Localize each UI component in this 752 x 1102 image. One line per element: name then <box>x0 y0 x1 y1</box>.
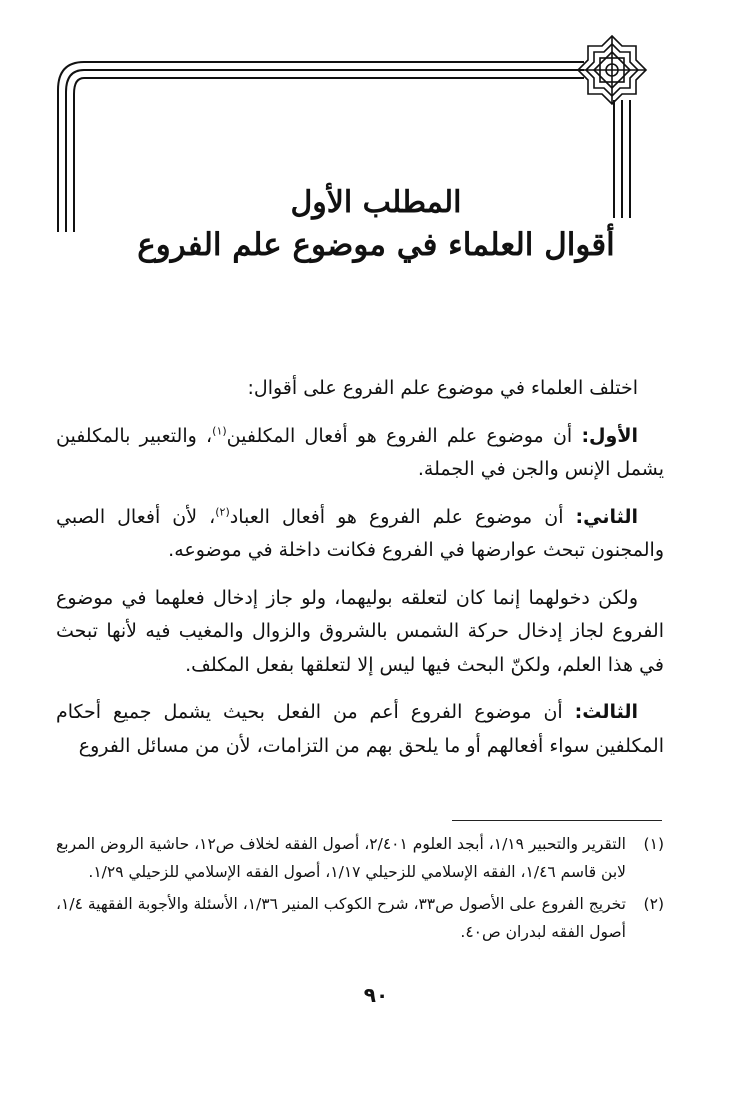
heading-frame <box>0 0 752 320</box>
third-opinion-text: أن موضوع الفروع أعم من الفعل بحيث يشمل جميع أحكام المكلفين سواء أفعالهم أو ما يلحق بهم من التزامات، لأن من مسائل الفروع <box>56 701 664 757</box>
second-opinion-lead: الثاني: <box>575 505 638 528</box>
footnote-text: تخريج الفروع على الأصول ص٣٣، شرح الكوكب المنير ١/٣٦، الأسئلة والأجوبة الفقهية ١/٤، أصول الفقه لبدران ص٤٠. <box>56 895 626 941</box>
footnote-2 <box>56 890 664 946</box>
second-opinion-rest: ، لأن أفعال الصبي والمجنون تبحث عوارضها في الفروع فكانت داخلة في موضوعه. <box>56 505 664 561</box>
footnote-number: (٢) <box>643 895 664 913</box>
first-opinion-lead: الأول: <box>581 424 638 447</box>
page-number: ٩٠ <box>363 983 389 1007</box>
paragraph-first-opinion <box>56 420 664 487</box>
first-opinion-text: أن موضوع علم الفروع هو أفعال المكلفين <box>226 424 582 447</box>
third-opinion-lead: الثالث: <box>574 701 638 723</box>
footnote-ref-1[interactable]: (١) <box>212 424 227 438</box>
footnote-number: (١) <box>643 835 664 853</box>
section-subtitle: أقوال العلماء في موضوع علم الفروع <box>137 227 615 263</box>
paragraph-third-opinion <box>56 696 664 763</box>
second-opinion-text: أن موضوع علم الفروع هو أفعال العباد <box>229 505 576 528</box>
star-ornament-icon <box>578 36 646 104</box>
footnote-text: التقرير والتحبير ١/١٩، أبجد العلوم ٢/٤٠١، أصول الفقه لخلاف ص١٢، حاشية الروض المربع لابن قاسم ١/٤٦، الفقه الإسلامي للزحيلي ١/١٧، أصول الفقه الإسلامي للزحيلي ١/٢٩. <box>56 835 626 881</box>
main-text <box>56 372 664 763</box>
section-title: المطلب الأول <box>290 185 462 220</box>
footnote-ref-2[interactable]: (٢) <box>215 505 230 519</box>
footnote-divider <box>452 820 662 821</box>
footnotes <box>56 830 664 946</box>
paragraph-objection: ولكن دخولهما إنما كان لتعلقه بوليهما، ولو جاز إدخال فعلهما في موضوع الفروع لجاز إدخال حركة الشمس بالشروق والزوال والمغيب فيه لأنها تبحث في هذا العلم، ولكنّ البحث فيها ليس إلا لتعلقها بفعل المكلف. <box>56 586 664 676</box>
paragraph-second-opinion <box>56 501 664 568</box>
intro-paragraph: اختلف العلماء في موضوع علم الفروع على أقوال: <box>247 377 638 399</box>
footnote-1 <box>56 830 664 886</box>
first-opinion-rest: ، والتعبير بالمكلفين يشمل الإنس والجن في الجملة. <box>56 424 664 480</box>
